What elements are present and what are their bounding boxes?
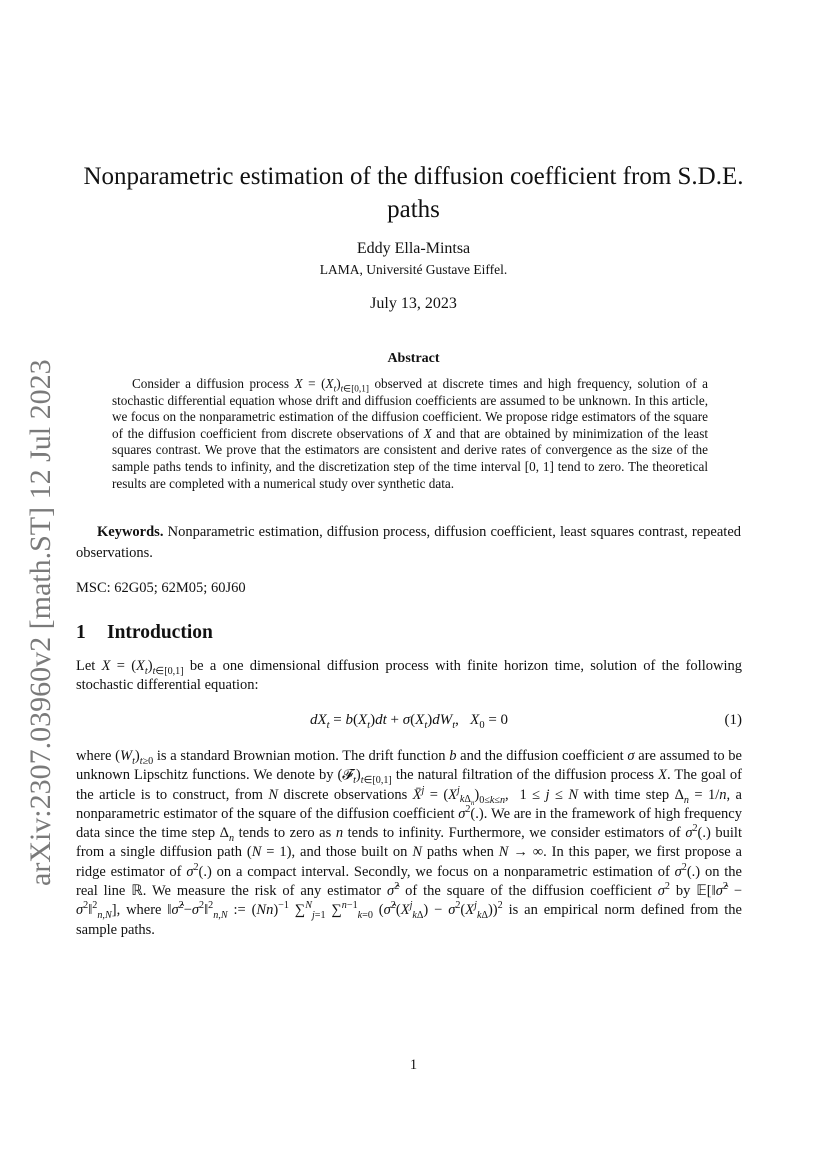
intro-paragraph-2: where $(W_t)_{t\ge 0}$ is a standard Brownian motion. The drift function b and the diffusion coefficient σ are assumed to be unknown Lipschitz functions. We denote by $(𝓕_t)_{t\in[0,1]}$ the natural filtration of the diffusion process X. The goal of the article is to construct, from N discrete observations X̄$^j$ = $(X^j_{k\Delta_n})_{0\le k\le n}$, 1 ≤ j ≤ N with time step $\Delta_n = 1/n$, a nonparametric estimator of the square of the diffusion coefficient $\sigma^2(.)$. We are in the framework of high frequency data since the time step $\Delta_n$ tends to zero as n tends to infinity. Furthermore, we consider estimators of $\sigma^2(.)$ built from a single diffusion path (N = 1), and those built on N paths when N → ∞. In this paper, we first propose a ridge estimator of $\sigma^2(.)$ on a compact interval. Secondly, we focus on a nonparametric estimation of $\sigma^2(.)$ on the real line ℝ. We measure the risk of any estimator σ̂$^2$ of the square of the diffusion coefficient $\sigma^2$ by 𝔼[‖σ̂$^2$ − $\sigma^2‖^2_{n,N}$], where $‖\sigmâ^2-\sigma^2‖^2_{n,N}$ := $(Nn)^{-1}$ ∑$^N_{j=1}$ ∑$^{n-1}_{k=0}$ $(\sigmâ^2(X^j_{k\Delta}) - \sigma^2(X^j_{k\Delta}))^2$ is an empirical norm defined from the sample paths.: [76, 748, 743, 938]
equation-body: $dX_t = b(X_t)dt + \sigma(X_t)dW_t$, $X_0 = 0$: [309, 712, 509, 731]
abstract-body: Consider a diffusion process $X = (X_t)_{t\in[0,1]}$ observed at discrete times and high frequency, solution of a stochastic differential equation whose drift and diffusion coefficients are assumed to be unknown. In this article, we focus on the nonparametric estimation of the diffusion coefficient. We propose ridge estimators of the square of the diffusion coefficient from discrete observations of X and that are obtained by minimization of the least squares contrast. We prove that the estimators are consistent and derive rates of convergence as the size of the sample paths tends to infinity, and the discretization step of the time interval [0, 1] tend to zero. The theoretical results are completed with a numerical study over synthetic data.: [112, 376, 708, 491]
msc-codes: MSC: 62G05; 62M05; 60J60: [76, 580, 246, 596]
paper-title: Nonparametric estimation of the diffusion coefficient from S.D.E. paths: [83, 163, 744, 223]
paper-date: July 13, 2023: [370, 295, 457, 312]
abstract-heading: Abstract: [387, 351, 440, 366]
arxiv-sidebar-stamp: arXiv:2307.03960v2 [math.ST] 12 Jul 2023: [24, 359, 57, 886]
page-number: 1: [409, 1057, 418, 1073]
intro-paragraph-1: Let $X = (X_t)_{t\in[0,1]}$ be a one dimensional diffusion process with finite horizon time, solution of the following stochastic differential equation:: [76, 658, 742, 693]
author-affiliation: LAMA, Université Gustave Eiffel.: [319, 262, 508, 277]
keywords: Keywords. Nonparametric estimation, diffusion process, diffusion coefficient, least squares contrast, repeated observations.: [76, 524, 741, 561]
equation-1: [76, 712, 742, 734]
equation-number: (1): [724, 712, 742, 728]
keywords-label: Keywords.: [97, 524, 164, 540]
author-name: Eddy Ella-Mintsa: [356, 240, 471, 257]
section-heading: 1 Introduction: [76, 622, 213, 643]
